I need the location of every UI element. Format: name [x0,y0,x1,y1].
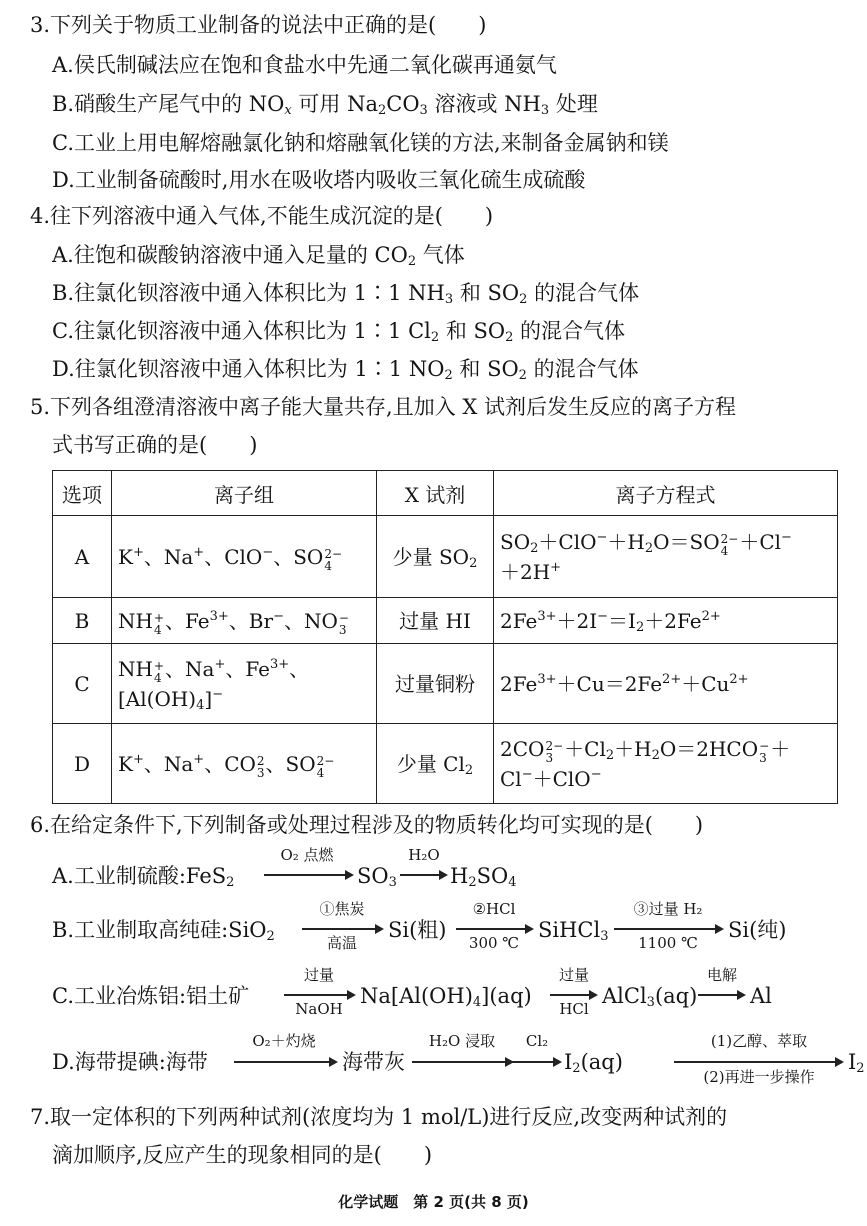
question-5-stem-line1: 5.下列各组澄清溶液中离子能大量共存,且加入 X 试剂后发生反应的离子方程 [30,395,737,419]
reaction-arrow [456,928,532,930]
row-reagent: 少量 $SO_2$ [377,516,494,598]
row-reagent: 过量铜粉 [377,644,494,724]
row-equation: $SO_2+ClO^-+H_2O=SO$ 2− 4 ＋Cl− ＋2H+ [494,516,838,598]
question-7-stem-line1: 7.取一定体积的下列两种试剂(浓度均为 1 mol/L)进行反应,改变两种试剂的 [30,1105,728,1129]
arrow-condition: 1100 ℃ [638,934,698,952]
question-3-option-a: A.侯氏制碱法应在饱和食盐水中先通二氧化碳再通氨气 [52,53,557,77]
row-ion-group: K+、Na+、ClO−、SO 2− 4 [112,516,377,598]
reaction-arrow [400,874,446,876]
question-6-option-c: C.工业冶炼铝:铝土矿 过量 NaOH $Na[Al(OH)_4](aq)$ 过量 HCl AlCl$_3$(aq) 电解 Al [52,966,772,1018]
question-7-stem-line2: 滴加顺序,反应产生的现象相同的是( ) [52,1143,433,1167]
arrow-condition: (2)再进一步操作 [703,1068,815,1086]
arrow-condition: (1)乙醇、萃取 [710,1032,808,1050]
question-3-option-c: C.工业上用电解熔融氯化钠和熔融氧化镁的方法,来制备金属钠和镁 [52,131,669,155]
arrow-condition: Cl₂ [525,1032,549,1050]
question-4-option-d: D.往氯化钡溶液中通入体积比为 1∶1 $NO_2$ 和 $SO_2$ 的混合气体 [52,357,639,383]
question-4-option-b: B.往氯化钡溶液中通入体积比为 1∶1 $NH_3$ 和 $SO_2$ 的混合气体 [52,281,640,307]
question-6-stem: 6.在给定条件下,下列制备或处理过程涉及的物质转化均可实现的是( ) [30,813,704,837]
reaction-arrow [698,994,744,996]
arrow-condition: NaOH [295,1000,343,1018]
question-6-option-d: D.海带提碘:海带 O₂＋灼烧 海带灰 H₂O 浸取 Cl₂ $I_2(aq)$ (1)乙醇、萃取 (2)再进一步操作 $I_2$ [52,1032,865,1086]
arrow-condition: 高温 [326,934,357,952]
question-3-stem: 3.下列关于物质工业制备的说法中正确的是( ) [30,13,487,37]
reaction-arrow [614,928,722,930]
header-reagent: X 试剂 [377,471,494,516]
row-reagent: 过量 HI [377,598,494,644]
row-reagent: 少量 $Cl_2$ [377,724,494,804]
header-equation: 离子方程式 [494,471,838,516]
header-ion-group: 离子组 [112,471,377,516]
arrow-condition: HCl [559,1000,589,1018]
table-row [53,644,838,724]
row-equation: $2Fe^{3+}+Cu=2Fe^{2+}+Cu^{2+}$ [494,644,838,724]
row-option: C [53,644,112,724]
question-6-option-b: B.工业制取高纯硅:SiO$_2$ ①焦炭 高温 Si(粗) ②HCl 300 ℃ SiHCl$_3$ ③过量 H₂ 1100 ℃ Si(纯) [52,900,787,952]
arrow-condition: O₂ 点燃 [280,846,334,864]
arrow-condition: 电解 [706,966,737,984]
arrow-condition: 过量 [303,966,334,984]
row-ion-group: NH + 4 、$Fe^{3+}$、Br−、NO − 3 [112,598,377,644]
header-option: 选项 [53,471,112,516]
ion-table [52,470,838,804]
arrow-condition: 过量 [558,966,589,984]
row-ion-group: NH + 4 、Na+、$Fe^{3+}$、 $[Al(OH)_4]^-$ [112,644,377,724]
arrow-condition: ③过量 H₂ [633,900,703,918]
row-equation: $2Fe^{3+}+2I^-=I_2+2Fe^{2+}$ [494,598,838,644]
reaction-arrow [674,1061,842,1063]
reaction-arrow [234,1061,336,1063]
row-option: A [53,516,112,598]
question-3-option-b: B.硝酸生产尾气中的 $NO_x$ 可用 $Na_2CO_3$ 溶液或 $NH_3$ 处理 [52,92,598,118]
reaction-arrow [512,1061,560,1063]
row-ion-group: K+、Na+、CO 2 3 、SO 2− 4 [112,724,377,804]
question-4-option-a: A.往饱和碳酸钠溶液中通入足量的 $CO_2$ 气体 [52,243,465,269]
question-3-option-d: D.工业制备硫酸时,用水在吸收塔内吸收三氧化硫生成硫酸 [52,168,586,192]
question-6-option-a: A.工业制硫酸:FeS$_2$ O₂ 点燃 $SO_3$ H₂O $H_2SO_4$ [52,846,517,890]
arrow-condition: H₂O 浸取 [428,1032,496,1050]
table-row [53,516,838,598]
question-5-stem-line2: 式书写正确的是( ) [52,433,258,457]
arrow-condition: ①焦炭 [319,900,365,918]
row-option: B [53,598,112,644]
arrow-condition: O₂＋灼烧 [252,1032,316,1050]
arrow-condition: ②HCl [472,900,516,918]
reaction-arrow [550,994,596,996]
row-equation: 2CO 2− 3 $+Cl_2+H_2O=2HCO$ − 3 ＋ Cl−＋ClO− [494,724,838,804]
reaction-arrow [284,994,354,996]
arrow-condition: H₂O [408,846,440,864]
reaction-arrow [302,928,382,930]
question-4-option-c: C.往氯化钡溶液中通入体积比为 1∶1 $Cl_2$ 和 $SO_2$ 的混合气体 [52,319,626,345]
row-option: D [53,724,112,804]
arrow-condition: 300 ℃ [468,934,520,952]
table-row [53,598,838,644]
page-footer: 化学试题 第 2 页(共 8 页) [338,1193,529,1211]
reaction-arrow [412,1061,512,1063]
table-row [53,724,838,804]
reaction-arrow [264,874,352,876]
question-4-stem: 4.往下列溶液中通入气体,不能生成沉淀的是( ) [30,204,494,228]
table-header-row [53,471,838,516]
